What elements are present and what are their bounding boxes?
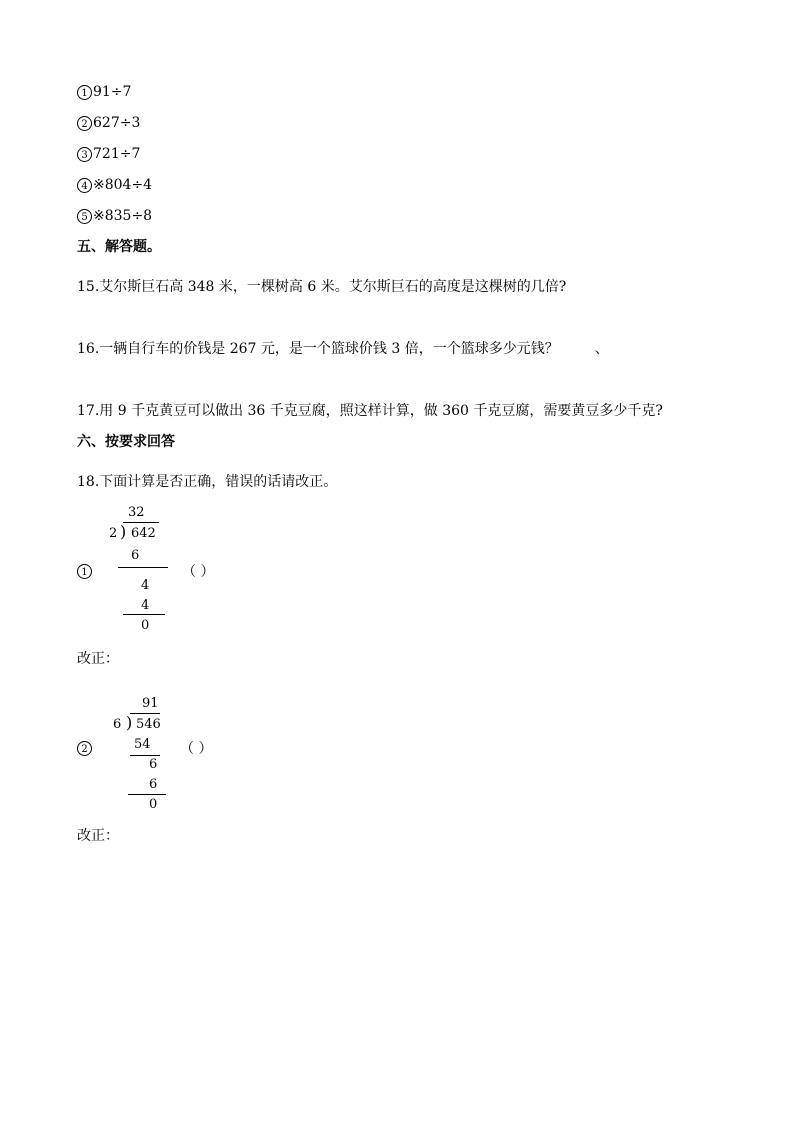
list-item	[77, 113, 140, 133]
division-bracket: )	[120, 522, 127, 541]
remainder: 0	[141, 618, 150, 633]
correction-label: 改正：	[77, 651, 119, 667]
answer-bracket[interactable]: （ ）	[182, 564, 215, 580]
question-16-tail: 、	[594, 341, 609, 357]
remainder: 0	[149, 797, 158, 812]
circled-number: 1	[77, 564, 92, 579]
question-18: 18.下面计算是否正确，错误的话请改正。	[77, 474, 338, 490]
expression: 91÷7	[93, 84, 132, 100]
list-item	[77, 175, 152, 195]
expression: ※835÷8	[93, 208, 153, 224]
subtraction-line	[118, 567, 168, 568]
answer-bracket[interactable]: （ ）	[180, 741, 213, 757]
circled-number: 2	[77, 116, 92, 131]
question-15: 15.艾尔斯巨石高 348 米，一棵树高 6 米。艾尔斯巨石的高度是这棵树的几倍?	[77, 279, 567, 295]
circled-number: 4	[77, 178, 92, 193]
dividend: 546	[136, 717, 161, 732]
circled-number: 2	[77, 741, 92, 756]
expression: 627÷3	[93, 115, 141, 131]
list-item	[77, 144, 140, 164]
step-remainder: 6	[149, 757, 158, 772]
quotient: 32	[128, 505, 145, 520]
step-product-2: 6	[149, 777, 158, 792]
quotient: 91	[142, 696, 159, 711]
subtraction-line	[130, 755, 160, 756]
subtraction-line	[128, 794, 166, 795]
expression: ※804÷4	[93, 177, 153, 193]
correction-label: 改正：	[77, 828, 119, 844]
calc-1-marker	[77, 561, 93, 581]
subtraction-line	[123, 614, 165, 615]
calc-2-marker	[77, 738, 93, 758]
section-heading: 五、解答题。	[77, 239, 161, 255]
step-product-1: 6	[131, 548, 140, 563]
division-bracket: )	[126, 713, 133, 732]
step-remainder: 4	[141, 578, 150, 593]
division-bar	[123, 522, 159, 523]
step-product-2: 4	[141, 598, 150, 613]
divisor: 2	[109, 526, 118, 541]
circled-number: 1	[77, 85, 92, 100]
question-16-text: 16.一辆自行车的价钱是 267 元，是一个篮球价钱 3 倍，一个篮球多少元钱？	[77, 341, 559, 357]
circled-number: 3	[77, 147, 92, 162]
step-product-1: 54	[134, 737, 151, 752]
section-heading: 六、按要求回答	[77, 434, 175, 450]
circled-number: 5	[77, 209, 92, 224]
division-bar	[130, 713, 160, 714]
question-17: 17.用 9 千克黄豆可以做出 36 千克豆腐，照这样计算，做 360 千克豆腐，需要黄豆多少千克?	[77, 403, 663, 419]
expression: 721÷7	[93, 146, 141, 162]
list-item	[77, 82, 131, 102]
list-item	[77, 206, 152, 226]
question-16	[77, 339, 609, 359]
dividend: 642	[131, 526, 156, 541]
divisor: 6	[113, 717, 122, 732]
